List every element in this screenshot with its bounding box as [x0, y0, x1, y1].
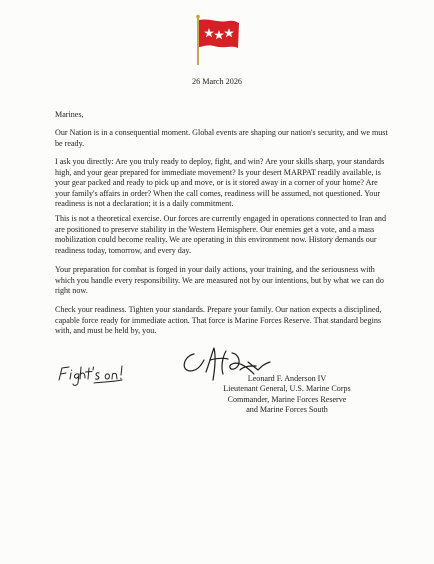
- signatory-title: Commander, Marine Forces Reserve: [227, 394, 347, 404]
- signatory-name: Leonard F. Anderson IV: [247, 374, 327, 383]
- signature-block: [182, 374, 392, 416]
- signatory-title: and Marine Forces South: [246, 405, 328, 415]
- salutation: Marines,: [55, 110, 84, 119]
- paragraph: Check your readiness. Tighten your standards. Prepare your family. Our nation expects a disciplined, capable force ready for immediate action. That force is Marine Forces Reserve. That standard begins with, and must be held by, you.: [55, 305, 382, 336]
- flag-finial: [196, 15, 200, 19]
- paragraph: This is not a theoretical exercise. Our forces are currently engaged in operations connected to Iran and are positioned to preserve stability in the Western Hemisphere. Our enemies get a vote, and a mass mobilization could become reality. We are operating in this environment now. History demands our readiness today, tomorrow, and every day.: [55, 214, 387, 255]
- paragraph: Your preparation for combat is forged in your daily actions, your training, and the seriousness with which you handle every responsibility. We are measured not by our intentions, but by what we can do right now.: [55, 265, 384, 296]
- paragraph: I ask you directly: Are you truly ready to deploy, fight, and win? Are your skills sharp, your standards high, and your gear prepared for immediate movement? Is your desert MARPAT readily available, is your gear packed and ready to pick up and move, or is it stored away in a corner of your home? Are your family's affairs in order? When the call comes, readiness will be assumed, not questioned. Your readiness is not a declaration; it is a daily commitment.: [55, 157, 385, 209]
- paragraph: Our Nation is in a consequential moment. Global events are shaping our nation's security, and we must be ready.: [55, 128, 388, 148]
- letter-date: 26 March 2026: [191, 77, 243, 86]
- signatory-rank: Lieutenant General, U.S. Marine Corps: [223, 384, 351, 394]
- handwritten-note: [56, 362, 136, 388]
- general-officer-flag-icon: [192, 14, 242, 66]
